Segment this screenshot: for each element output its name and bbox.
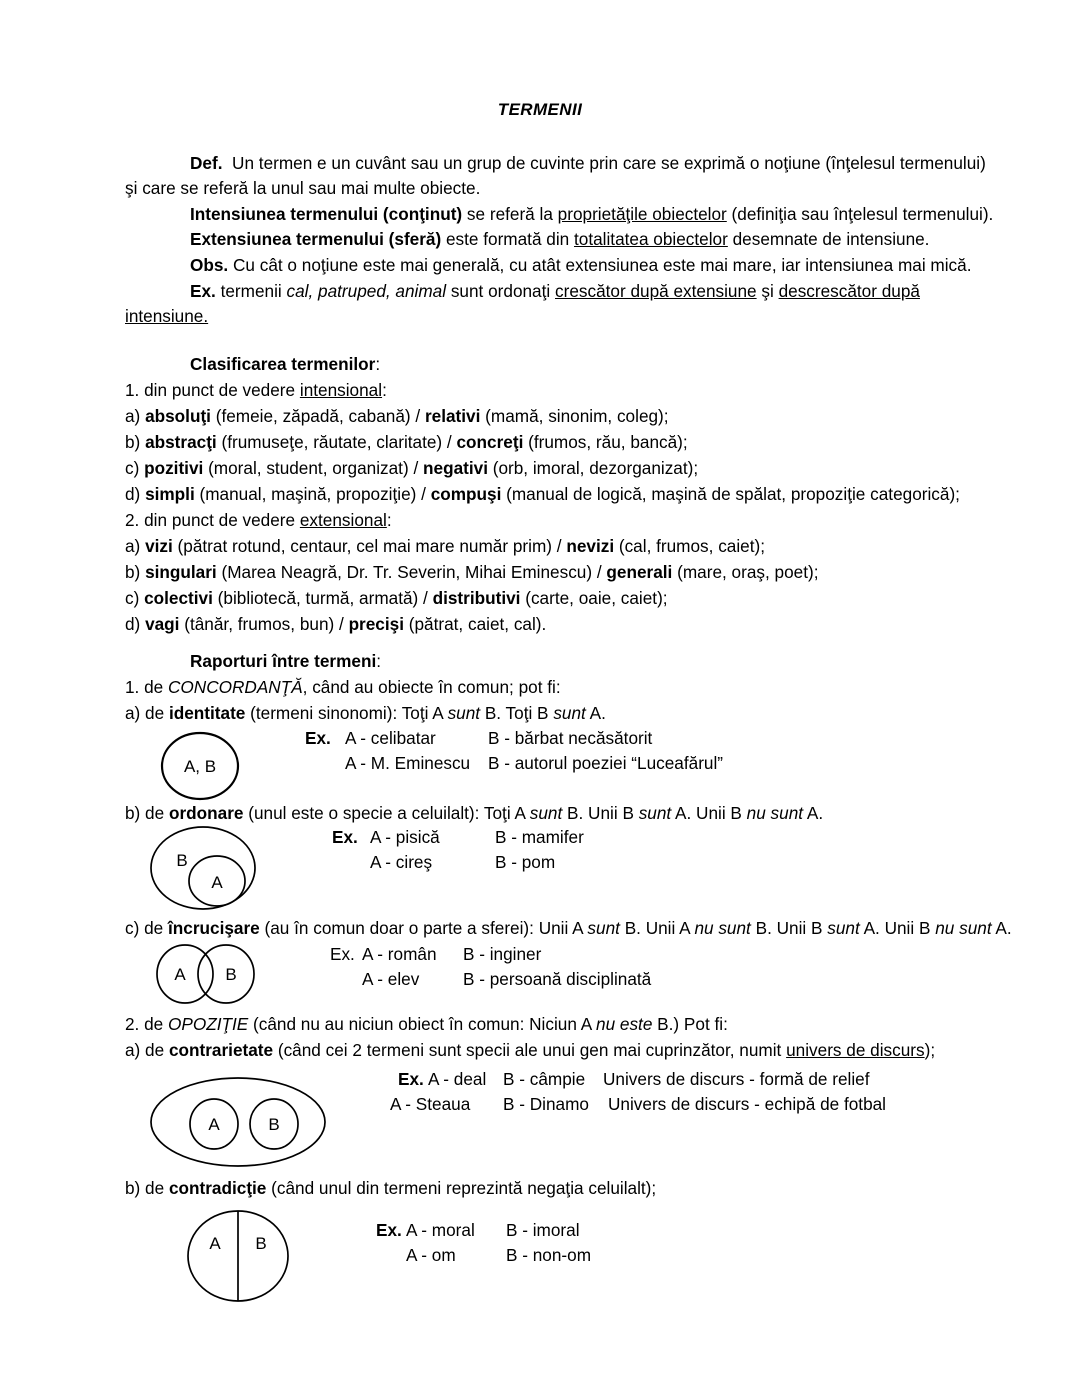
opozitie-num: 2. de (125, 1014, 169, 1034)
ex-pre: termenii (215, 281, 287, 301)
item-bold-2: distributivi (432, 588, 521, 608)
identitate-text-c: A. (585, 703, 606, 723)
item-bold-2: relativi (424, 406, 481, 426)
incrucisare-venn-diagram (152, 940, 262, 1010)
group1-prefix: 1. din punct de vedere (125, 380, 300, 400)
contradictie-line (125, 1178, 656, 1198)
ordonare-text-d: A. (803, 803, 824, 823)
item-bold-1: vagi (145, 614, 180, 634)
contradictie-right-label: B (255, 1234, 267, 1253)
opozitie-line (125, 1014, 728, 1034)
example-a: A - Steaua (390, 1094, 471, 1114)
incrucisare-it-1: sunt (587, 918, 620, 938)
incrucisare-bold: încrucişare (168, 918, 260, 938)
concordanta-name: CONCORDANŢĂ (168, 677, 303, 697)
concordanta-rest: , când au obiecte în comun; pot fi: (302, 677, 561, 697)
classification-item (125, 406, 669, 426)
ordonare-venn-diagram (148, 824, 266, 916)
item-text-1: (tânăr, frumos, bun) / (179, 614, 349, 634)
contrarietate-example-c-1 (603, 1069, 870, 1089)
contrarietate-marker: a) de (125, 1040, 169, 1060)
example-a: A - român (362, 944, 437, 964)
group2-colon: : (386, 510, 392, 530)
item-bold-1: singulari (145, 562, 217, 582)
obs-text: Cu cât o noţiune este mai generală, cu atât extensiunea este mai mare, iar intensiunea mai mică. (228, 255, 972, 275)
contrarietate-example-a-2 (390, 1094, 470, 1114)
item-text-2: (mamă, sinonim, coleg); (480, 406, 669, 426)
classification-item (125, 588, 668, 608)
identitate-diagram-label: A, B (183, 757, 217, 776)
item-bold-2: generali (606, 562, 673, 582)
item-bold-2: precişi (348, 614, 404, 634)
obs-label: Obs. (190, 255, 229, 275)
ordonare-it-2: sunt (638, 803, 672, 823)
ex-label: Ex. (398, 1069, 424, 1089)
identitate-it-2: sunt (553, 703, 586, 723)
contradictie-venn-diagram (185, 1208, 295, 1304)
example-c: Univers de discurs - echipă de fotbal (608, 1094, 887, 1114)
classification-item (125, 614, 546, 634)
incrucisare-text-c: B. Unii B (750, 918, 828, 938)
ordonare-inner-label: A (211, 873, 223, 892)
item-text-2: (manual de logică, maşină de spălat, propoziţie categorică); (501, 484, 960, 504)
identitate-venn-diagram (155, 728, 250, 806)
contrarietate-venn-diagram (148, 1074, 336, 1174)
ordonare-text-c: A. Unii B (671, 803, 747, 823)
contrarietate-example-a-1 (428, 1069, 486, 1089)
identitate-bold: identitate (168, 703, 246, 723)
identitate-text-a: (termeni sinonomi): Toţi A (245, 703, 448, 723)
item-text-1: (moral, student, organizat) / (203, 458, 424, 478)
ex-label: Ex. (305, 728, 331, 748)
contrarietate-line (125, 1040, 935, 1060)
example-b: B - câmpie (503, 1069, 586, 1089)
definition-line-1 (190, 153, 986, 173)
extensiune-label: Extensiunea termenului (sferă) (190, 229, 442, 249)
relations-heading-colon: : (376, 651, 382, 671)
contradictie-example-a-2 (406, 1245, 456, 1265)
item-bold-1: vizi (145, 536, 173, 556)
incrucisare-right-label: B (225, 965, 237, 984)
example-b: B - inginer (463, 944, 542, 964)
item-bold-1: pozitivi (144, 458, 204, 478)
ordonare-bold: ordonare (168, 803, 244, 823)
ex-label: Ex. (376, 1220, 402, 1240)
classification-heading (190, 354, 380, 374)
example-b: B - autorul poeziei “Luceafărul” (488, 753, 724, 773)
item-text-1: (Marea Neagră, Dr. Tr. Severin, Mihai Eminescu) / (216, 562, 607, 582)
ordonare-outer-label: B (176, 851, 188, 870)
extensiune-end: desemnate de intensiune. (727, 229, 930, 249)
intensiune-mid: se referă la (462, 204, 558, 224)
item-marker: d) (125, 484, 146, 504)
example-b: B - mamifer (495, 827, 584, 847)
contrarietate-example-b-2 (503, 1094, 589, 1114)
classification-item (125, 562, 819, 582)
ex-underlined-3: intensiune. (125, 306, 209, 326)
ordonare-marker: b) de (125, 803, 169, 823)
item-text-1: (manual, maşină, propoziţie) / (194, 484, 431, 504)
identitate-line (125, 703, 606, 723)
example-b: B - bărbat necăsătorit (488, 728, 653, 748)
classification-item (125, 432, 688, 452)
identitate-text-b: B. Toţi B (480, 703, 554, 723)
opozitie-name: OPOZIŢIE (168, 1014, 249, 1034)
example-a: A - om (406, 1245, 456, 1265)
classification-group-2-heading (125, 510, 392, 530)
contradictie-left-label: A (209, 1234, 221, 1253)
def-text-2: şi care se referă la unul sau mai multe obiecte. (125, 178, 481, 198)
item-bold-2: nevizi (566, 536, 615, 556)
contrarietate-bold: contrarietate (168, 1040, 274, 1060)
contradictie-example-a-1 (406, 1220, 475, 1240)
group2-underlined: extensional (299, 510, 387, 530)
definition-line-2 (125, 178, 480, 198)
classification-item (125, 484, 960, 504)
example-b: B - Dinamo (503, 1094, 589, 1114)
extensiune-line (190, 229, 929, 249)
classification-group-1-heading (125, 380, 387, 400)
contrarietate-example-c-2 (608, 1094, 886, 1114)
example-a: A - celibatar (345, 728, 436, 748)
item-bold-2: compuşi (430, 484, 502, 504)
item-text-2: (carte, oaie, caiet); (520, 588, 668, 608)
item-text-2: (mare, oraş, poet); (672, 562, 819, 582)
item-marker: b) (125, 562, 146, 582)
item-text-1: (frumuseţe, răutate, claritate) / (216, 432, 457, 452)
item-marker: c) (125, 458, 145, 478)
classification-heading-colon: : (375, 354, 381, 374)
classification-heading-text: Clasificarea termenilor (190, 354, 376, 374)
item-text-2: (orb, imoral, dezorganizat); (487, 458, 699, 478)
page-title: TERMENII (497, 100, 583, 119)
relations-heading (190, 651, 381, 671)
group1-underlined: intensional (299, 380, 383, 400)
item-bold-1: absoluţi (145, 406, 211, 426)
opozitie-rest: B.) Pot fi: (652, 1014, 728, 1034)
ordonare-example-a-1 (370, 827, 440, 847)
contradictie-example-b-2 (506, 1245, 591, 1265)
incrucisare-text-e: A. (991, 918, 1012, 938)
extensiune-mid: este formată din (441, 229, 574, 249)
ex-line-cont (125, 306, 208, 326)
contradictie-text-a: (când unul din termeni reprezintă negaţia celuilalt); (266, 1178, 657, 1198)
incrucisare-it-2: nu sunt (694, 918, 751, 938)
identitate-example-b-2 (488, 753, 723, 773)
ex-label: Ex. (190, 281, 216, 301)
ordonare-it-3: nu sunt (746, 803, 804, 823)
contrarietate-right-label: B (268, 1115, 280, 1134)
ex-and: şi (756, 281, 779, 301)
incrucisare-left-label: A (174, 965, 186, 984)
intensiune-label: Intensiunea termenului (conţinut) (190, 204, 463, 224)
ex-label: Ex. (330, 944, 355, 964)
item-marker: a) (125, 536, 146, 556)
classification-item (125, 458, 698, 478)
incrucisare-line (125, 918, 1012, 938)
ordonare-it-1: sunt (529, 803, 563, 823)
ordonare-example-a-2 (370, 852, 432, 872)
intensiune-line (190, 204, 993, 224)
item-text-1: (bibliotecă, turmă, armată) / (212, 588, 433, 608)
item-bold-2: negativi (423, 458, 488, 478)
intensiune-underlined: proprietăţile obiectelor (557, 204, 727, 224)
identitate-marker: a) de (125, 703, 169, 723)
item-text-2: (frumos, rău, bancă); (523, 432, 688, 452)
ordonare-text-b: B. Unii B (562, 803, 639, 823)
identitate-example-row-1 (305, 728, 331, 748)
opozitie-it: nu este (596, 1014, 653, 1034)
item-bold-1: colectivi (144, 588, 213, 608)
contrarietate-underlined: univers de discurs (786, 1040, 925, 1060)
incrucisare-example-b-1 (463, 944, 541, 964)
ordonare-text-a: (unul este o specie a celuilalt): Toţi A (243, 803, 530, 823)
group1-colon: : (382, 380, 387, 400)
example-a: A - cireş (370, 852, 433, 872)
item-text-2: (cal, frumos, caiet); (614, 536, 765, 556)
example-a: A - M. Eminescu (345, 753, 471, 773)
item-marker: b) (125, 432, 146, 452)
item-marker: a) (125, 406, 146, 426)
incrucisare-example-a-2 (362, 969, 419, 989)
opozitie-mid: (când nu au niciun obiect în comun: Niciun A (248, 1014, 597, 1034)
intensiune-end: (definiţia sau înţelesul termenului). (726, 204, 994, 224)
item-bold-2: concreţi (456, 432, 524, 452)
incrucisare-text-d: A. Unii B (859, 918, 936, 938)
example-a: A - moral (406, 1220, 475, 1240)
example-a: A - pisică (370, 827, 440, 847)
item-marker: d) (125, 614, 146, 634)
incrucisare-example-label (330, 944, 355, 964)
incrucisare-example-b-2 (463, 969, 651, 989)
incrucisare-example-a-1 (362, 944, 437, 964)
def-text-1: Un termen e un cuvânt sau un grup de cuvinte prin care se exprimă o noţiune (înţelesul termenului) (232, 153, 986, 173)
incrucisare-it-3: sunt (827, 918, 860, 938)
identitate-example-b-1 (488, 728, 652, 748)
ex-underlined-2: descrescător după (778, 281, 920, 301)
concordanta-num: 1. de (125, 677, 169, 697)
example-b: B - imoral (506, 1220, 580, 1240)
item-text-1: (femeie, zăpadă, cabană) / (210, 406, 425, 426)
item-bold-1: abstracţi (145, 432, 217, 452)
obs-line (190, 255, 972, 275)
relations-heading-text: Raporturi între termeni (190, 651, 377, 671)
ordonare-line (125, 803, 823, 823)
ex-mid: sunt ordonaţi (446, 281, 555, 301)
group2-prefix: 2. din punct de vedere (125, 510, 300, 530)
item-bold-1: simpli (145, 484, 195, 504)
item-text-1: (pătrat rotund, centaur, cel mai mare număr prim) / (172, 536, 567, 556)
extensiune-underlined: totalitatea obiectelor (574, 229, 728, 249)
contrarietate-example-label (398, 1069, 424, 1089)
item-marker: c) (125, 588, 145, 608)
example-b: B - non-om (506, 1245, 592, 1265)
ex-label: Ex. (332, 827, 358, 847)
identitate-example-a-1 (345, 728, 436, 748)
classification-item (125, 536, 765, 556)
ordonare-example-b-2 (495, 852, 555, 872)
contrarietate-text-b: ); (924, 1040, 936, 1060)
ex-italic-terms: cal, patruped, animal (286, 281, 447, 301)
contrarietate-example-b-1 (503, 1069, 585, 1089)
example-b: B - pom (495, 852, 556, 872)
identitate-example-a-2 (345, 753, 470, 773)
ex-underlined-1: crescător după extensiune (555, 281, 757, 301)
example-c: Univers de discurs - formă de relief (603, 1069, 870, 1089)
def-label: Def. (190, 153, 223, 173)
ordonare-example-b-1 (495, 827, 584, 847)
contradictie-marker: b) de (125, 1178, 169, 1198)
incrucisare-text-a: (au în comun doar o parte a sferei): Unii A (259, 918, 588, 938)
contradictie-bold: contradicţie (168, 1178, 267, 1198)
ordonare-example-label (332, 827, 358, 847)
concordanta-line (125, 677, 561, 697)
incrucisare-it-4: nu sunt (935, 918, 992, 938)
example-a: A - deal (428, 1069, 487, 1089)
ex-line (190, 281, 920, 301)
example-a: A - elev (362, 969, 420, 989)
incrucisare-marker: c) de (125, 918, 168, 938)
contrarietate-left-label: A (208, 1115, 220, 1134)
contradictie-example-label (376, 1220, 402, 1240)
identitate-it-1: sunt (447, 703, 481, 723)
contrarietate-text-a: (când cei 2 termeni sunt specii ale unui gen mai cuprinzător, numit (273, 1040, 787, 1060)
item-text-2: (pătrat, caiet, cal). (403, 614, 547, 634)
incrucisare-text-b: B. Unii A (619, 918, 695, 938)
contradictie-example-b-1 (506, 1220, 580, 1240)
example-b: B - persoană disciplinată (463, 969, 652, 989)
